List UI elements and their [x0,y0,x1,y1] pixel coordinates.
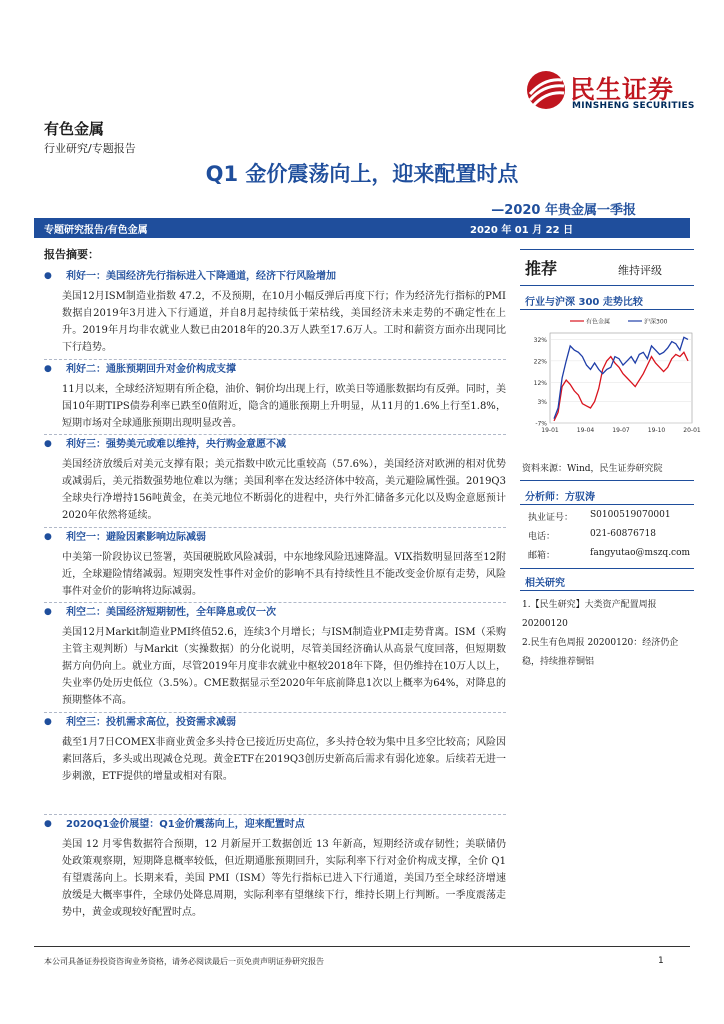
section-heading: 利好一：美国经济先行指标进入下降通道，经济下行风险增加 [66,271,336,282]
sector-label: 有色金属 [44,120,105,138]
y-tick-label: 12% [533,379,547,387]
x-tick-label: 19-04 [576,427,595,434]
footer-rule [34,946,690,947]
divider [520,590,694,591]
x-tick-label: 19-01 [541,427,559,434]
email-value[interactable]: fangyutao@mszq.com [590,548,691,558]
section-5 [44,604,506,709]
x-tick-label: 20-01 [683,427,701,434]
section-heading: 利空一：避险因素影响边际减弱 [66,532,206,543]
page-title: Q1 金价震荡向上，迎来配置时点 [205,162,519,186]
divider [520,285,694,286]
divider [520,568,694,569]
bullet-icon: ● [44,271,52,281]
divider [520,504,694,505]
rating: 推荐 [525,259,558,278]
divider [44,712,506,713]
section-body: 11月以来，全球经济短期有所企稳，油价、铜价均出现上行，欧美日等通胀数据均有反弹。同时，美国10年期TIPS债券利率已跌至0值附近，隐含的通胀预期上升明显，从11月的1.6%上行至1.8%，短期市场对全球通胀预期出现明显改善。 [62,384,506,430]
section-2 [44,361,506,432]
section-body: 美国12月Markit制造业PMI终值52.6，连续3个月增长；与ISM制造业PMI走势背离。ISM（采购主管主观判断）与Markit（实操数据）的分化说明，尽管美国经济确认从高景气度回落，但短期数据方向仍向上。就业方面，尽管2019年月度非农就业中枢较2018年下降，但仍维持在10万人以上，失业率仍处历史低位（3.5%）。CME数据显示至2020年年底前降息1次以上概率为64%，对降息的预期整体不高。 [62,627,506,707]
divider [520,249,694,250]
divider [44,434,506,435]
y-tick-label: -7% [535,420,547,428]
series-line [554,337,688,418]
section-7 [44,816,506,921]
section-3 [44,436,506,524]
logo-chinese-name: 民生证券 [570,75,675,104]
chart-source: 资料来源：Wind，民生证券研究院 [522,464,663,474]
abstract-title: 报告摘要： [44,248,99,261]
legend-label: 有色金属 [586,318,611,326]
section-heading: 利空三：投机需求高位，投资需求减弱 [66,717,236,728]
bullet-icon: ● [44,717,52,727]
related-item[interactable]: 1.【民生研究】大类资产配置周报 20200120 [522,600,657,629]
phone-value: 021-60876718 [590,529,657,539]
divider [520,480,694,481]
email-label: 邮箱： [528,551,556,561]
chart-title: 行业与沪深 300 走势比较 [525,297,643,308]
section-4 [44,529,506,600]
legend-label: 沪深300 [644,318,668,326]
section-heading: 利好二：通胀预期回升对金价构成支撑 [66,364,236,375]
bullet-icon: ● [44,439,52,449]
phone-label: 电话： [528,532,556,542]
x-tick-label: 19-07 [612,427,630,434]
section-6 [44,714,506,785]
report-date: 2020 年 01 月 22 日 [470,225,574,236]
divider [44,527,506,528]
section-body: 美国经济放缓后对美元支撑有限；美元指数中欧元比重较高（57.6%），美国经济对欧洲的相对优势或减弱后，美元指数强势地位难以为继；美国利率在发达经济体中较高，美元避险属性强。2019Q3全球央行净增持156吨黄金，在美元地位不断弱化的进程中，央行外汇储备多元化以及购金意愿预计2020年依然将延续。 [62,459,506,522]
section-heading: 2020Q1金价展望：Q1金价震荡向上，迎来配置时点 [66,819,305,830]
trend-chart [522,313,701,443]
section-1 [44,268,506,356]
license-value: S0100519070001 [590,510,671,520]
page-number: 1 [658,956,664,966]
related-title: 相关研究 [525,578,565,589]
y-tick-label: 22% [533,358,547,366]
license-label: 执业证号： [528,513,574,523]
page-subtitle: —2020 年贵金属一季报 [491,203,636,218]
y-tick-label: 3% [537,399,547,407]
divider [44,814,506,815]
section-heading: 利好三：强势美元或难以维持，央行购金意愿不减 [66,439,286,450]
footer-disclaimer: 本公司具备证券投资咨询业务资格，请务必阅读最后一页免责声明证券研究报告 [44,957,324,966]
bullet-icon: ● [44,607,52,617]
logo-english-name: MINSHENG SECURITIES [572,101,695,111]
section-body: 中美第一阶段协议已签署，英国硬脱欧风险减弱，中东地缘风险迅速降温。VIX指数明显回落至12附近，全球避险情绪减弱。短期突发性事件对金价的影响不具有持续性且不能改变金价原有走势，风险事件对金价的影响将边际减弱。 [62,552,506,598]
y-tick-label: 32% [533,336,547,344]
section-heading: 利空二：美国经济短期韧性，全年降息或仅一次 [66,607,276,618]
report-type: 行业研究/专题报告 [44,142,136,155]
bullet-icon: ● [44,364,52,374]
section-body: 截至1月7日COMEX非商业黄金多头持仓已接近历史高位，多头持仓较为集中且多空比较高；风险因素回落后，多头或出现减仓兑现。黄金ETF在2019Q3创历史新高后需求有弱化迹象。后续若无进一步刺激，ETF提供的增量或相对有限。 [62,737,506,783]
divider [44,602,506,603]
section-body: 美国 12 月零售数据符合预期，12 月新屋开工数据创近 13 年新高，短期经济或存韧性；美联储仍处政策观察期，短期降息概率较低，但近期通胀预期回升，实际利率下行对金价构成支撑，全价 Q1 有望震荡向上。长期来看，美国 PMI（ISM）等先行指标已进入下行通道，美国乃至全球经济增速放缓是大概率事件，全球仍处降息周期，实际利率有望继续下行，维持长期上行判断。一季度震荡走势中，黄金或现较好配置时点。 [62,839,506,919]
bullet-icon: ● [44,532,52,542]
rating-note: 维持评级 [618,264,662,277]
divider [520,309,694,310]
divider [44,359,506,360]
banner-category: 专题研究报告/有色金属 [44,225,148,236]
analyst-title: 分析师：方驭涛 [525,492,595,503]
bullet-icon: ● [44,819,52,829]
related-item[interactable]: 2.民生有色周报 20200120：经济仍企稳，持续推荐铜铝 [522,638,679,667]
x-tick-label: 19-10 [647,427,666,434]
section-body: 美国12月ISM制造业指数 47.2，不及预期，在10月小幅反弹后再度下行；作为经济先行指标的PMI数据自2019年3月进入下行通道，并自8月起持续低于荣枯线，美国经济未来走势的不确定性在上升。2019年月均非农就业人数已由2018年的20.3万人跌至17.6万人。工时和薪资方面亦出现同比下行趋势。 [62,291,506,354]
